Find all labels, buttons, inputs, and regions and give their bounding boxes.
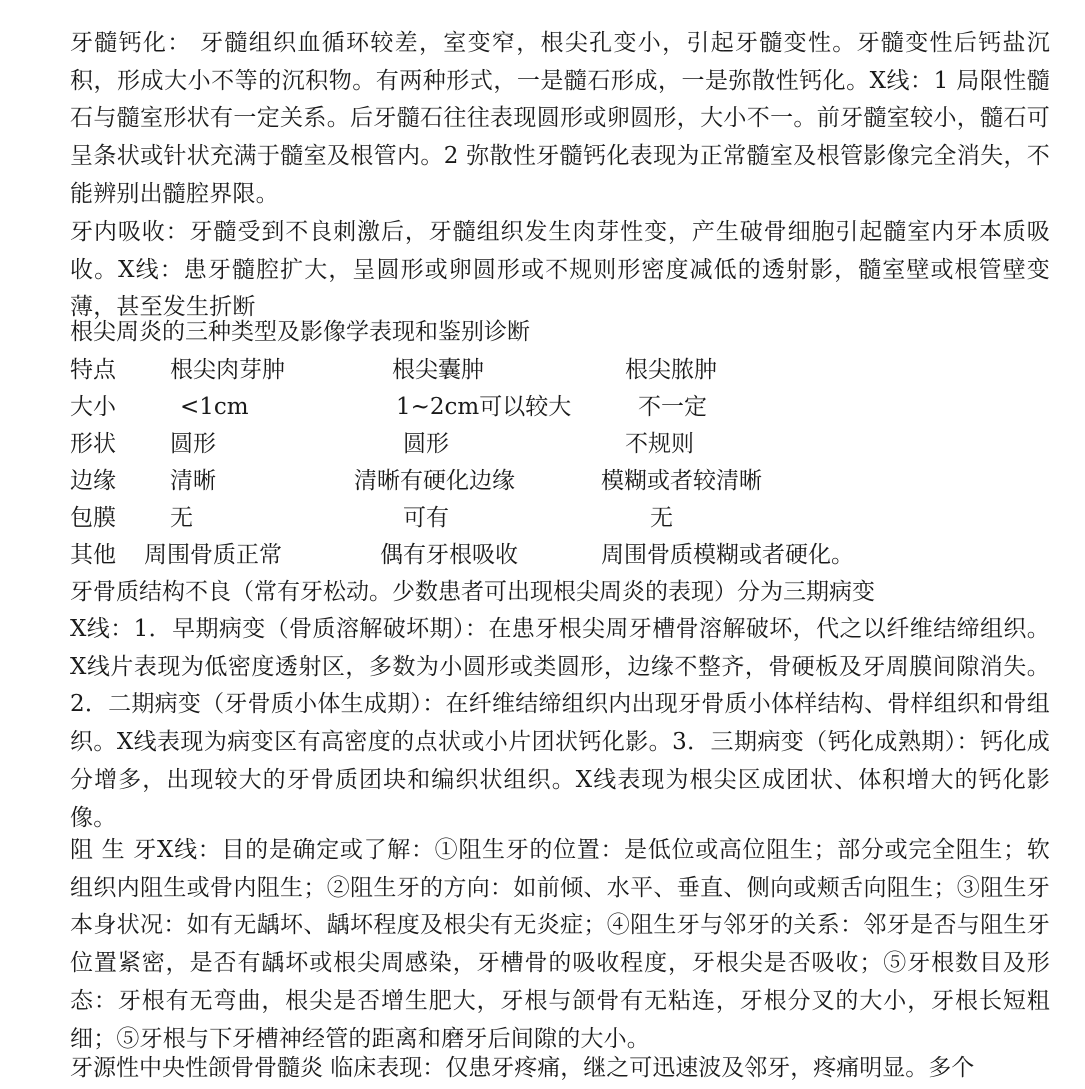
table-cell: 周围骨质正常 <box>144 542 282 568</box>
table-cell: <1cm <box>180 394 249 420</box>
table-row <box>0 352 1085 390</box>
paragraph-pulp-calcification: 牙髓钙化： 牙髓组织血循环较差，室变窄，根尖孔变小，引起牙髓变性。牙髓变性后钙盐沉积，形成大小不等的沉积物。有两种形式，一是髓石形成，一是弥散性钙化。X线：1 局限性髓石与髓室形状有一定关系。后牙髓石往往表现圆形或卵圆形，大小不一。前牙髓室较小，髓石可呈条状或针状充满于髓室及根管内。2 弥散性牙髓钙化表现为正常髓室及根管影像完全消失，不能辨别出髓腔界限。 <box>70 30 1050 207</box>
section-heading: 根尖周炎的三种类型及影像学表现和鉴别诊断 <box>70 319 530 345</box>
table-cell: 偶有牙根吸收 <box>380 542 518 568</box>
table-cell: 模糊或者较清晰 <box>601 468 762 494</box>
table-cell: 无 <box>650 505 673 531</box>
table-cell: 形状 <box>70 431 116 457</box>
table-row <box>0 537 1085 575</box>
table-cell: 根尖肉芽肿 <box>170 357 285 383</box>
table-cell: 圆形 <box>403 431 449 457</box>
paragraph-xray-stages: X线：1．早期病变（骨质溶解破坏期）：在患牙根尖周牙槽骨溶解破坏，代之以纤维结缔组织。X线片表现为低密度透射区，多数为小圆形或类圆形，边缘不整齐，骨硬板及牙周膜间隙消失。2．二期病变（牙骨质小体生成期）：在纤维结缔组织内出现牙骨质小体样结构、骨样组织和骨组织。X线表现为病变区有高密度的点状或小片团状钙化影。3．三期病变（钙化成熟期）：钙化成分增多，出现较大的牙骨质团块和编织状组织。X线表现为根尖区成团状、体积增大的钙化影像。 <box>70 616 1050 831</box>
table-row <box>0 389 1085 427</box>
table-cell: 根尖脓肿 <box>625 357 717 383</box>
table-row <box>0 500 1085 538</box>
table-cell: 可有 <box>403 505 449 531</box>
paragraph-osteomyelitis: 牙源性中央性颌骨骨髓炎 临床表现：仅患牙疼痛，继之可迅速波及邻牙，疼痛明显。多个 <box>70 1055 975 1081</box>
table-cell: 圆形 <box>170 431 216 457</box>
table-cell: 根尖囊肿 <box>392 357 484 383</box>
paragraph-internal-resorption: 牙内吸收：牙髓受到不良刺激后，牙髓组织发生肉芽性变，产生破骨细胞引起髓室内牙本质吸收。X线：患牙髓腔扩大，呈圆形或卵圆形或不规则形密度减低的透射影，髓室壁或根管壁变薄，甚至发生折断 <box>70 219 1050 321</box>
table-cell: 清晰有硬化边缘 <box>354 468 515 494</box>
table-row <box>0 463 1085 501</box>
paragraph-cemental-dysplasia: 牙骨质结构不良（常有牙松动。少数患者可出现根尖周炎的表现）分为三期病变 <box>70 579 875 605</box>
table-cell: 包膜 <box>70 505 116 531</box>
table-cell: 清晰 <box>170 468 216 494</box>
table-cell: 不一定 <box>638 394 707 420</box>
table-cell: 大小 <box>70 394 116 420</box>
table-cell: 不规则 <box>625 431 694 457</box>
table-cell: 1~2cm可以较大 <box>396 394 572 420</box>
table-cell: 其他 <box>70 542 116 568</box>
paragraph-impacted-tooth: 阻 生 牙X线：目的是确定或了解：①阻生牙的位置：是低位或高位阻生；部分或完全阻生；软组织内阻生或骨内阻生；②阻生牙的方向：如前倾、水平、垂直、侧向或颊舌向阻生；③阻生牙本身状况：如有无龋坏、龋坏程度及根尖有无炎症；④阻生牙与邻牙的关系：邻牙是否与阻生牙位置紧密，是否有龋坏或根尖周感染，牙槽骨的吸收程度，牙根尖是否吸收；⑤牙根数目及形态：牙根有无弯曲，根尖是否增生肥大，牙根与颌骨有无粘连，牙根分叉的大小，牙根长短粗细；⑤牙根与下牙槽神经管的距离和磨牙后间隙的大小。 <box>70 837 1050 1052</box>
table-row <box>0 426 1085 464</box>
table-cell: 无 <box>170 505 193 531</box>
table-cell: 特点 <box>70 357 116 383</box>
table-cell: 边缘 <box>70 468 116 494</box>
table-cell: 周围骨质模糊或者硬化。 <box>601 542 854 568</box>
